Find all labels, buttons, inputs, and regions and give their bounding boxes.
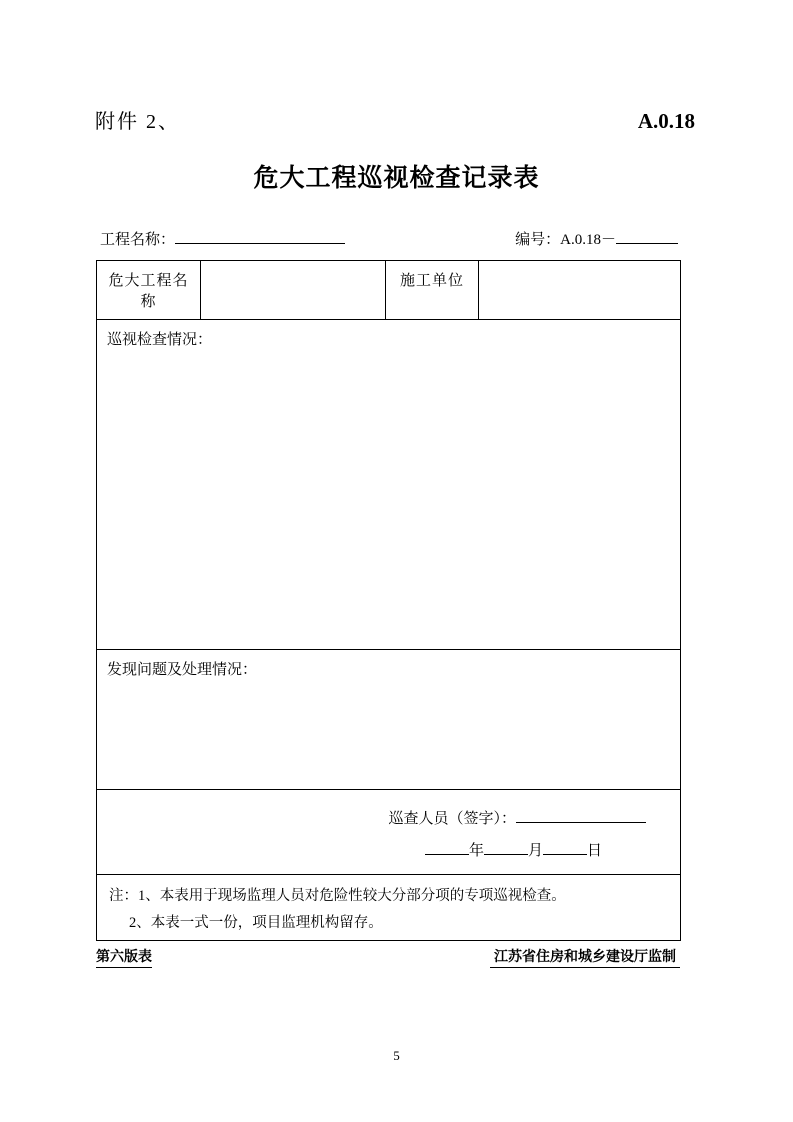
project-name-input[interactable] [175, 228, 345, 244]
project-name-label: 工程名称： [100, 232, 176, 248]
issue-handling-label: 发现问题及处理情况： [107, 662, 258, 678]
date-day-input[interactable] [543, 839, 587, 855]
record-table [96, 260, 681, 941]
page-title: 危大工程巡视检查记录表 [253, 163, 540, 192]
serial-number-label: 编号：A.0.18－ [515, 232, 616, 248]
note-line-1: 注：1、本表用于现场监理人员对危险性较大分部分项的专项巡视检查。 [109, 888, 566, 904]
signature-block [97, 790, 680, 867]
table-row [97, 790, 681, 875]
footer [96, 946, 680, 968]
inspection-situation-cell[interactable] [97, 320, 681, 650]
notes-block [97, 875, 680, 937]
footer-edition: 第六版表 [96, 946, 152, 968]
meta-line [100, 228, 678, 249]
date-month-label: 月 [527, 842, 543, 859]
table-row [97, 320, 681, 650]
serial-number-field [515, 228, 678, 249]
signature-input[interactable] [516, 807, 646, 823]
table-row [97, 875, 681, 941]
construction-unit-label: 施工单位 [386, 261, 479, 320]
table-row [97, 261, 681, 320]
note-line-2: 2、本表一式一份，项目监理机构留存。 [129, 914, 383, 931]
inspection-situation-label: 巡视检查情况： [107, 332, 213, 348]
date-year-label: 年 [468, 842, 484, 859]
issue-handling-value [97, 682, 680, 691]
form-code: A.0.18 [637, 109, 695, 133]
signature-cell[interactable] [97, 790, 681, 875]
header-row [95, 105, 695, 134]
signature-line [97, 804, 646, 836]
danger-project-name-value[interactable] [201, 261, 386, 320]
construction-unit-value[interactable] [479, 261, 681, 320]
date-line [97, 836, 646, 868]
signature-label: 巡查人员（签字）： [388, 811, 516, 827]
inspection-situation-value [97, 352, 680, 361]
attachment-label: 附件 2、 [95, 111, 180, 133]
page-number: 5 [393, 1048, 400, 1063]
table-row [97, 650, 681, 790]
issue-handling-cell[interactable] [97, 650, 681, 790]
footer-issuer: 江苏省住房和城乡建设厅监制 [490, 946, 680, 968]
notes-cell [97, 875, 681, 941]
date-month-input[interactable] [484, 839, 528, 855]
danger-project-name-label: 危大工程名称 [97, 261, 201, 320]
date-year-input[interactable] [425, 839, 469, 855]
date-day-label: 日 [586, 842, 602, 859]
serial-number-input[interactable] [616, 228, 678, 244]
project-name-field [100, 228, 345, 249]
